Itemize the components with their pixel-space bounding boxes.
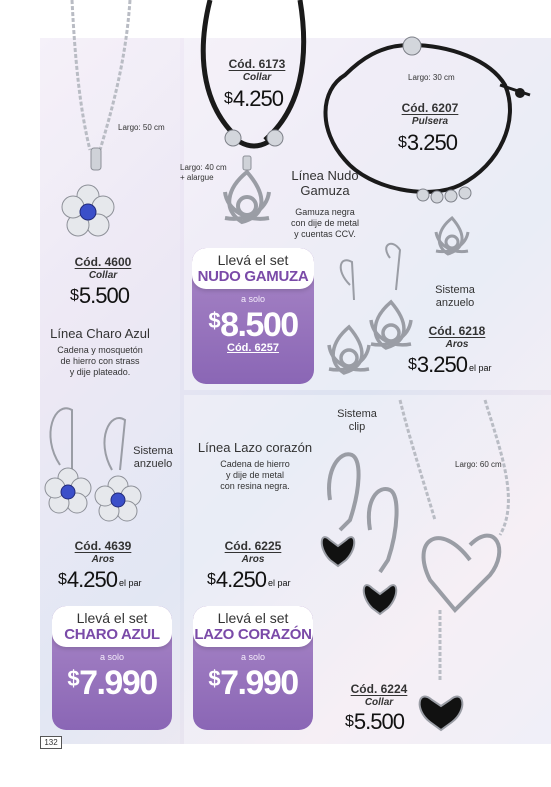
price-6224 — [345, 709, 404, 735]
system-text: Sistema — [133, 445, 173, 457]
system-text: anzuelo — [435, 297, 475, 309]
price-value: 7.990 — [220, 664, 298, 702]
currency-symbol: $ — [58, 571, 66, 588]
set-offer-charo-azul[interactable] — [52, 606, 172, 730]
desc-charo — [40, 345, 160, 378]
product-type-6225: Aros — [241, 554, 265, 565]
price-value: 5.500 — [78, 283, 129, 308]
per-pair: el par — [267, 578, 291, 588]
currency-symbol: $ — [70, 287, 78, 304]
set-price — [192, 304, 314, 342]
product-code-6224: Cód. 6224 — [350, 682, 408, 696]
set-price — [193, 662, 313, 700]
desc-lazo — [195, 459, 315, 492]
per-pair: el par — [118, 578, 142, 588]
length-label-4600 — [118, 123, 165, 132]
set-name: CHARO AZUL — [64, 626, 160, 643]
set-offer-lazo-corazon[interactable] — [193, 606, 313, 730]
system-text: clip — [348, 421, 366, 433]
set-line1: Llevá el set — [217, 610, 289, 626]
desc-line: y cuentas CCV. — [294, 229, 356, 239]
price-value: 7.990 — [79, 664, 157, 702]
product-type-6173: Collar — [242, 72, 272, 83]
desc-line: Cadena de hierro — [220, 459, 290, 469]
length-text: Largo: 40 cm — [180, 163, 227, 172]
desc-line: Cadena y mosquetón — [57, 345, 143, 355]
price-value: 4.250 — [232, 86, 283, 111]
system-label-4639 — [118, 445, 188, 471]
length-label-6224 — [455, 460, 502, 469]
length-label-6207 — [408, 73, 455, 82]
set-offer-nudo-gamuza[interactable] — [192, 248, 314, 384]
system-label-clip — [322, 408, 392, 434]
price-value: 8.500 — [220, 306, 298, 344]
product-type-6207: Pulsera — [411, 116, 449, 127]
set-name: LAZO CORAZÓN — [194, 626, 312, 643]
set-line1: Llevá el set — [76, 610, 148, 626]
desc-line: Gamuza negra — [295, 207, 355, 217]
desc-line: con dije de metal — [290, 218, 360, 228]
per-pair: el par — [468, 363, 492, 373]
length-text: Largo: 30 cm — [408, 73, 455, 82]
product-code-6218: Cód. 6218 — [428, 324, 486, 338]
desc-line: y dije de metal — [225, 470, 285, 480]
set-line1: Llevá el set — [217, 252, 289, 268]
set-asolo: a solo — [240, 294, 266, 304]
set-header — [193, 606, 313, 647]
currency-symbol: $ — [345, 713, 353, 730]
price-value: 4.250 — [66, 567, 117, 592]
line-title-lazo: Línea Lazo corazón — [197, 440, 313, 455]
set-price — [52, 662, 172, 700]
price-value: 3.250 — [416, 352, 467, 377]
set-asolo: a solo — [99, 652, 125, 662]
length-text: Largo: 60 cm — [455, 460, 502, 469]
system-text: Sistema — [435, 284, 475, 296]
currency-symbol: $ — [398, 134, 406, 151]
system-text: Sistema — [337, 408, 377, 420]
line-title-text: Gamuza — [300, 183, 350, 198]
set-code: Cód. 6257 — [227, 342, 279, 354]
desc-nudo — [280, 207, 370, 240]
price-value: 4.250 — [215, 567, 266, 592]
currency-symbol: $ — [208, 666, 220, 691]
product-code-6173: Cód. 6173 — [228, 57, 286, 71]
product-type-4639: Aros — [91, 554, 115, 565]
product-type-6218: Aros — [445, 339, 469, 350]
system-text: anzuelo — [133, 458, 173, 470]
price-value: 5.500 — [353, 709, 404, 734]
set-header — [192, 248, 314, 289]
product-type-4600: Collar — [88, 270, 118, 281]
set-header — [52, 606, 172, 647]
currency-symbol: $ — [207, 571, 215, 588]
currency-symbol: $ — [67, 666, 79, 691]
line-title-nudo — [280, 168, 370, 198]
product-code-4600: Cód. 4600 — [74, 255, 132, 269]
length-text: + alargue — [180, 173, 214, 182]
line-title-text: Línea Nudo — [291, 168, 359, 183]
line-title-charo: Línea Charo Azul — [50, 326, 150, 341]
currency-symbol: $ — [408, 356, 416, 373]
system-label-6218 — [420, 284, 490, 310]
page-number: 132 — [40, 736, 62, 749]
set-asolo: a solo — [240, 652, 266, 662]
price-6225 — [207, 567, 290, 593]
price-6207 — [398, 130, 457, 156]
product-type-6224: Collar — [364, 697, 394, 708]
currency-symbol: $ — [224, 90, 232, 107]
product-code-6225: Cód. 6225 — [224, 539, 282, 553]
desc-line: y dije plateado. — [69, 367, 131, 377]
price-value: 3.250 — [406, 130, 457, 155]
length-label-6173 — [180, 163, 227, 183]
price-4600 — [70, 283, 129, 309]
set-name: NUDO GAMUZA — [197, 268, 309, 285]
product-code-6207: Cód. 6207 — [401, 101, 459, 115]
currency-symbol: $ — [208, 308, 220, 333]
desc-line: de hierro con strass — [60, 356, 140, 366]
price-6218 — [408, 352, 491, 378]
desc-line: con resina negra. — [220, 481, 290, 491]
length-text: Largo: 50 cm — [118, 123, 165, 132]
price-6173 — [224, 86, 283, 112]
product-code-4639: Cód. 4639 — [74, 539, 132, 553]
price-4639 — [58, 567, 141, 593]
